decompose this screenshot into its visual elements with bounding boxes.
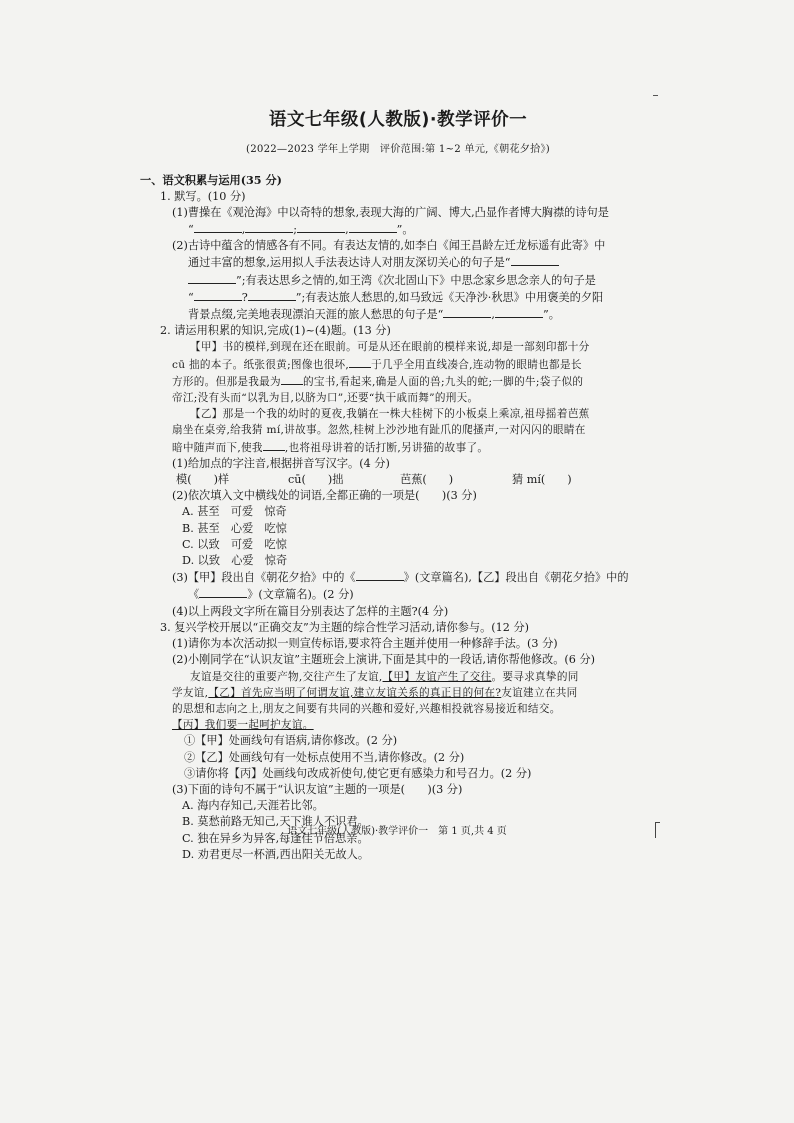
q1-s2-b-text: 通过丰富的想象,运用拟人手法表达诗人对朋友深切关心的句子是“ [188,256,511,270]
q1-s1-text: (1)曹操在《观沧海》中以奇特的想象,表现大海的广阔、博大,凸显作者博大胸襟的诗句是 [172,205,609,219]
q3-title: 3. 复兴学校开展以“正确交友”为主题的综合性学习活动,请你参与。(12 分) [160,620,529,634]
pinyin-item [512,472,592,488]
q1-s2-e [148,306,648,323]
q3-option-d: D. 劝君更尽一杯酒,西出阳关无故人。 [182,847,370,861]
q2-p3-text: (3)【甲】段出自《朝花夕拾》中的《 [172,571,356,585]
answer-blank[interactable] [349,356,371,368]
page-footer: 语文七年级(人教版)·教学评价一 第 1 页,共 4 页 [287,826,507,837]
question-mark: ? [241,290,248,304]
answer-blank[interactable] [356,569,404,581]
page-title: 语文七年级(人教版)·教学评价一 [268,110,528,130]
pinyin-item [176,472,288,488]
quote-open: “ [188,290,194,304]
q2-p1: (1)给加点的字注音,根据拼音写汉字。(4 分) [172,456,390,470]
q3-p2: (2)小刚同学在“认识友谊”主题班会上演讲,下面是其中的一段话,请你帮他修改。(6 分) [172,653,595,667]
passage-jia-4: 帝江;没有头而“以乳为目,以脐为口”,还要“执干戚而舞”的刑天。 [172,392,479,405]
q1-s2-d-text: ”;有表达旅人愁思的,如马致远《天净沙·秋思》中用褒美的夕阳 [295,290,604,304]
comma: , [491,308,495,322]
speech-text: 。要寻求真挚的同 [491,670,579,683]
q1-s2-c [148,272,648,289]
answer-blank[interactable] [194,221,242,233]
passage-yi-1: 【乙】那是一个我的幼时的夏夜,我躺在一株大桂树下的小板桌上乘凉,祖母摇着芭蕉 [190,408,590,421]
comma: , [241,223,246,237]
speech-underlined-bing: 【丙】我们要一起呵护友谊。 [172,719,314,732]
answer-blank[interactable] [248,289,296,301]
q3-p1: (1)请你为本次活动拟一则宣传标语,要求符合主题并使用一种修辞手法。(3 分) [172,637,558,651]
q3-option-a: A. 海内存知己,天涯若比邻。 [182,799,324,813]
q1-title: 1. 默写。(10 分) [160,189,246,203]
q2-p2: (2)依次填入文中横线处的词语,全都正确的一项是( )(3 分) [172,489,477,503]
passage-text: cū 拙的本子。纸张很黄;图像也很坏, [172,358,350,371]
pinyin-prefix: 模( [176,473,192,487]
q2-title: 2. 请运用积累的知识,完成(1)~(4)题。(13 分) [160,324,391,338]
answer-blank[interactable] [263,439,285,451]
speech-line-1 [148,669,648,685]
passage-text: 于几乎全用直线凑合,连动物的眼睛也都是长 [371,358,582,371]
q2-option-b: B. 甚至 心爱 吃惊 [182,521,287,535]
answer-blank[interactable] [188,272,236,284]
speech-text: 友谊是交往的重要产物,交往产生了友谊, [190,670,383,683]
pinyin-suffix: ) [448,473,454,487]
section-heading: 一、语文积累与运用(35 分) [140,173,282,188]
q1-s1-blanks [148,221,648,238]
answer-blank[interactable] [495,306,543,318]
answer-blank[interactable] [281,373,303,385]
q3-sub-3: ③请你将【丙】处画线句改成祈使句,使它更有感染力和号召力。(2 分) [184,766,532,780]
q3-p3: (3)下面的诗句不属于“认识友谊”主题的一项是( )(3 分) [172,782,463,796]
passage-text: 的宝书,看起来,确是人面的兽;九头的蛇;一脚的牛;袋子似的 [302,375,584,388]
passage-text: 暗中随声而下,使我 [172,441,263,454]
q2-option-d: D. 以致 心爱 惊奇 [182,554,288,568]
scan-corner-mark-top [653,95,658,96]
q1-s2-e-text: 背景点缀,完美地表现漂泊天涯的旅人愁思的句子是“ [188,308,444,322]
q1-s2-a: (2)古诗中蕴含的情感各有不同。有表达友情的,如李白《闻王昌龄左迁龙标遥有此寄》中 [172,239,606,253]
answer-blank[interactable] [199,586,247,598]
q2-option-c: C. 以致 可爱 吃惊 [182,537,287,551]
quote-close: ”。 [542,308,560,322]
speech-line-4 [148,717,648,733]
pinyin-prefix: 猜 mí( [512,473,546,487]
page-subtitle: (2022—2023 学年上学期 评价范围:第 1~2 单元,《朝花夕拾》) [246,144,550,156]
pinyin-row [148,472,648,488]
q3-option-c: C. 独在异乡为异客,每逢佳节倍思亲。 [182,831,369,845]
pinyin-item [288,472,400,488]
semicolon: ; [293,223,298,237]
q2-p3-text: 》(文章篇名)。(2 分) [247,588,354,602]
answer-blank[interactable] [349,221,397,233]
pinyin-suffix: )拙 [327,473,344,487]
q3-option-b: B. 莫愁前路无知己,天下谁人不识君。 [182,815,369,829]
q2-p4: (4)以上两段文字所在篇目分别表达了怎样的主题?(4 分) [172,604,449,618]
speech-underlined-jia: 【甲】友谊产生了交往 [382,670,492,683]
speech-text: 学友谊, [172,686,209,699]
speech-text: 友谊建立在共同 [501,686,578,699]
answer-blank[interactable] [297,221,345,233]
answer-blank[interactable] [511,254,559,266]
q3-sub-2: ②【乙】处画线句有一处标点使用不当,请你修改。(2 分) [184,750,465,764]
q1-s1 [148,205,648,221]
quote-close: ”。 [396,223,414,237]
comma: , [345,223,349,237]
answer-blank[interactable] [443,306,491,318]
speech-underlined-yi: 【乙】首先应当明了何谓友谊,建立友谊关系的真正目的何在? [208,686,502,699]
speech-line-3: 的思想和志向之上,朋友之间要有共同的兴趣和爱好,兴趣相投就容易接近和结交。 [172,702,561,715]
passage-jia-2 [148,356,648,373]
q3-sub-1: ①【甲】处画线句有语病,请你修改。(2 分) [184,734,398,748]
passage-yi-2: 扇坐在桌旁,给我猜 mí,讲故事。忽然,桂树上沙沙地有趾爪的爬搔声,一对闪闪的眼睛在 [172,424,586,437]
quote-open: “ [188,223,194,237]
q2-p3-text: 》(文章篇名),【乙】段出自《朝花夕拾》中的 [403,571,629,585]
pinyin-prefix: cū( [288,473,306,487]
q1-s2-c-text: ”;有表达思乡之情的,如王湾《次北固山下》中思念家乡思念亲人的句子是 [236,273,596,287]
pinyin-suffix: )样 [213,473,230,487]
passage-text: ,也将祖母讲着的话打断,另讲猫的故事了。 [284,441,489,454]
q1-s2-b [148,254,648,271]
pinyin-item [400,472,512,488]
passage-jia-1: 【甲】书的模样,到现在还在眼前。可是从还在眼前的模样来说,却是一部刻印都十分 [190,341,590,354]
speech-line-2 [148,685,648,701]
q1-s2-d [148,289,648,306]
q2-option-a: A. 甚至 可爱 惊奇 [182,505,287,519]
q2-p3 [148,569,648,586]
passage-yi-3 [148,439,648,456]
pinyin-suffix: ) [567,473,572,487]
passage-text: 方形的。但那是我最为 [172,375,281,388]
answer-blank[interactable] [245,221,293,233]
exam-page [140,110,648,863]
pinyin-prefix: 芭蕉( [400,473,427,487]
q2-p3-cont [148,586,648,603]
q2-p3-text: 《 [188,588,200,602]
answer-blank[interactable] [194,289,242,301]
passage-jia-3 [148,373,648,390]
